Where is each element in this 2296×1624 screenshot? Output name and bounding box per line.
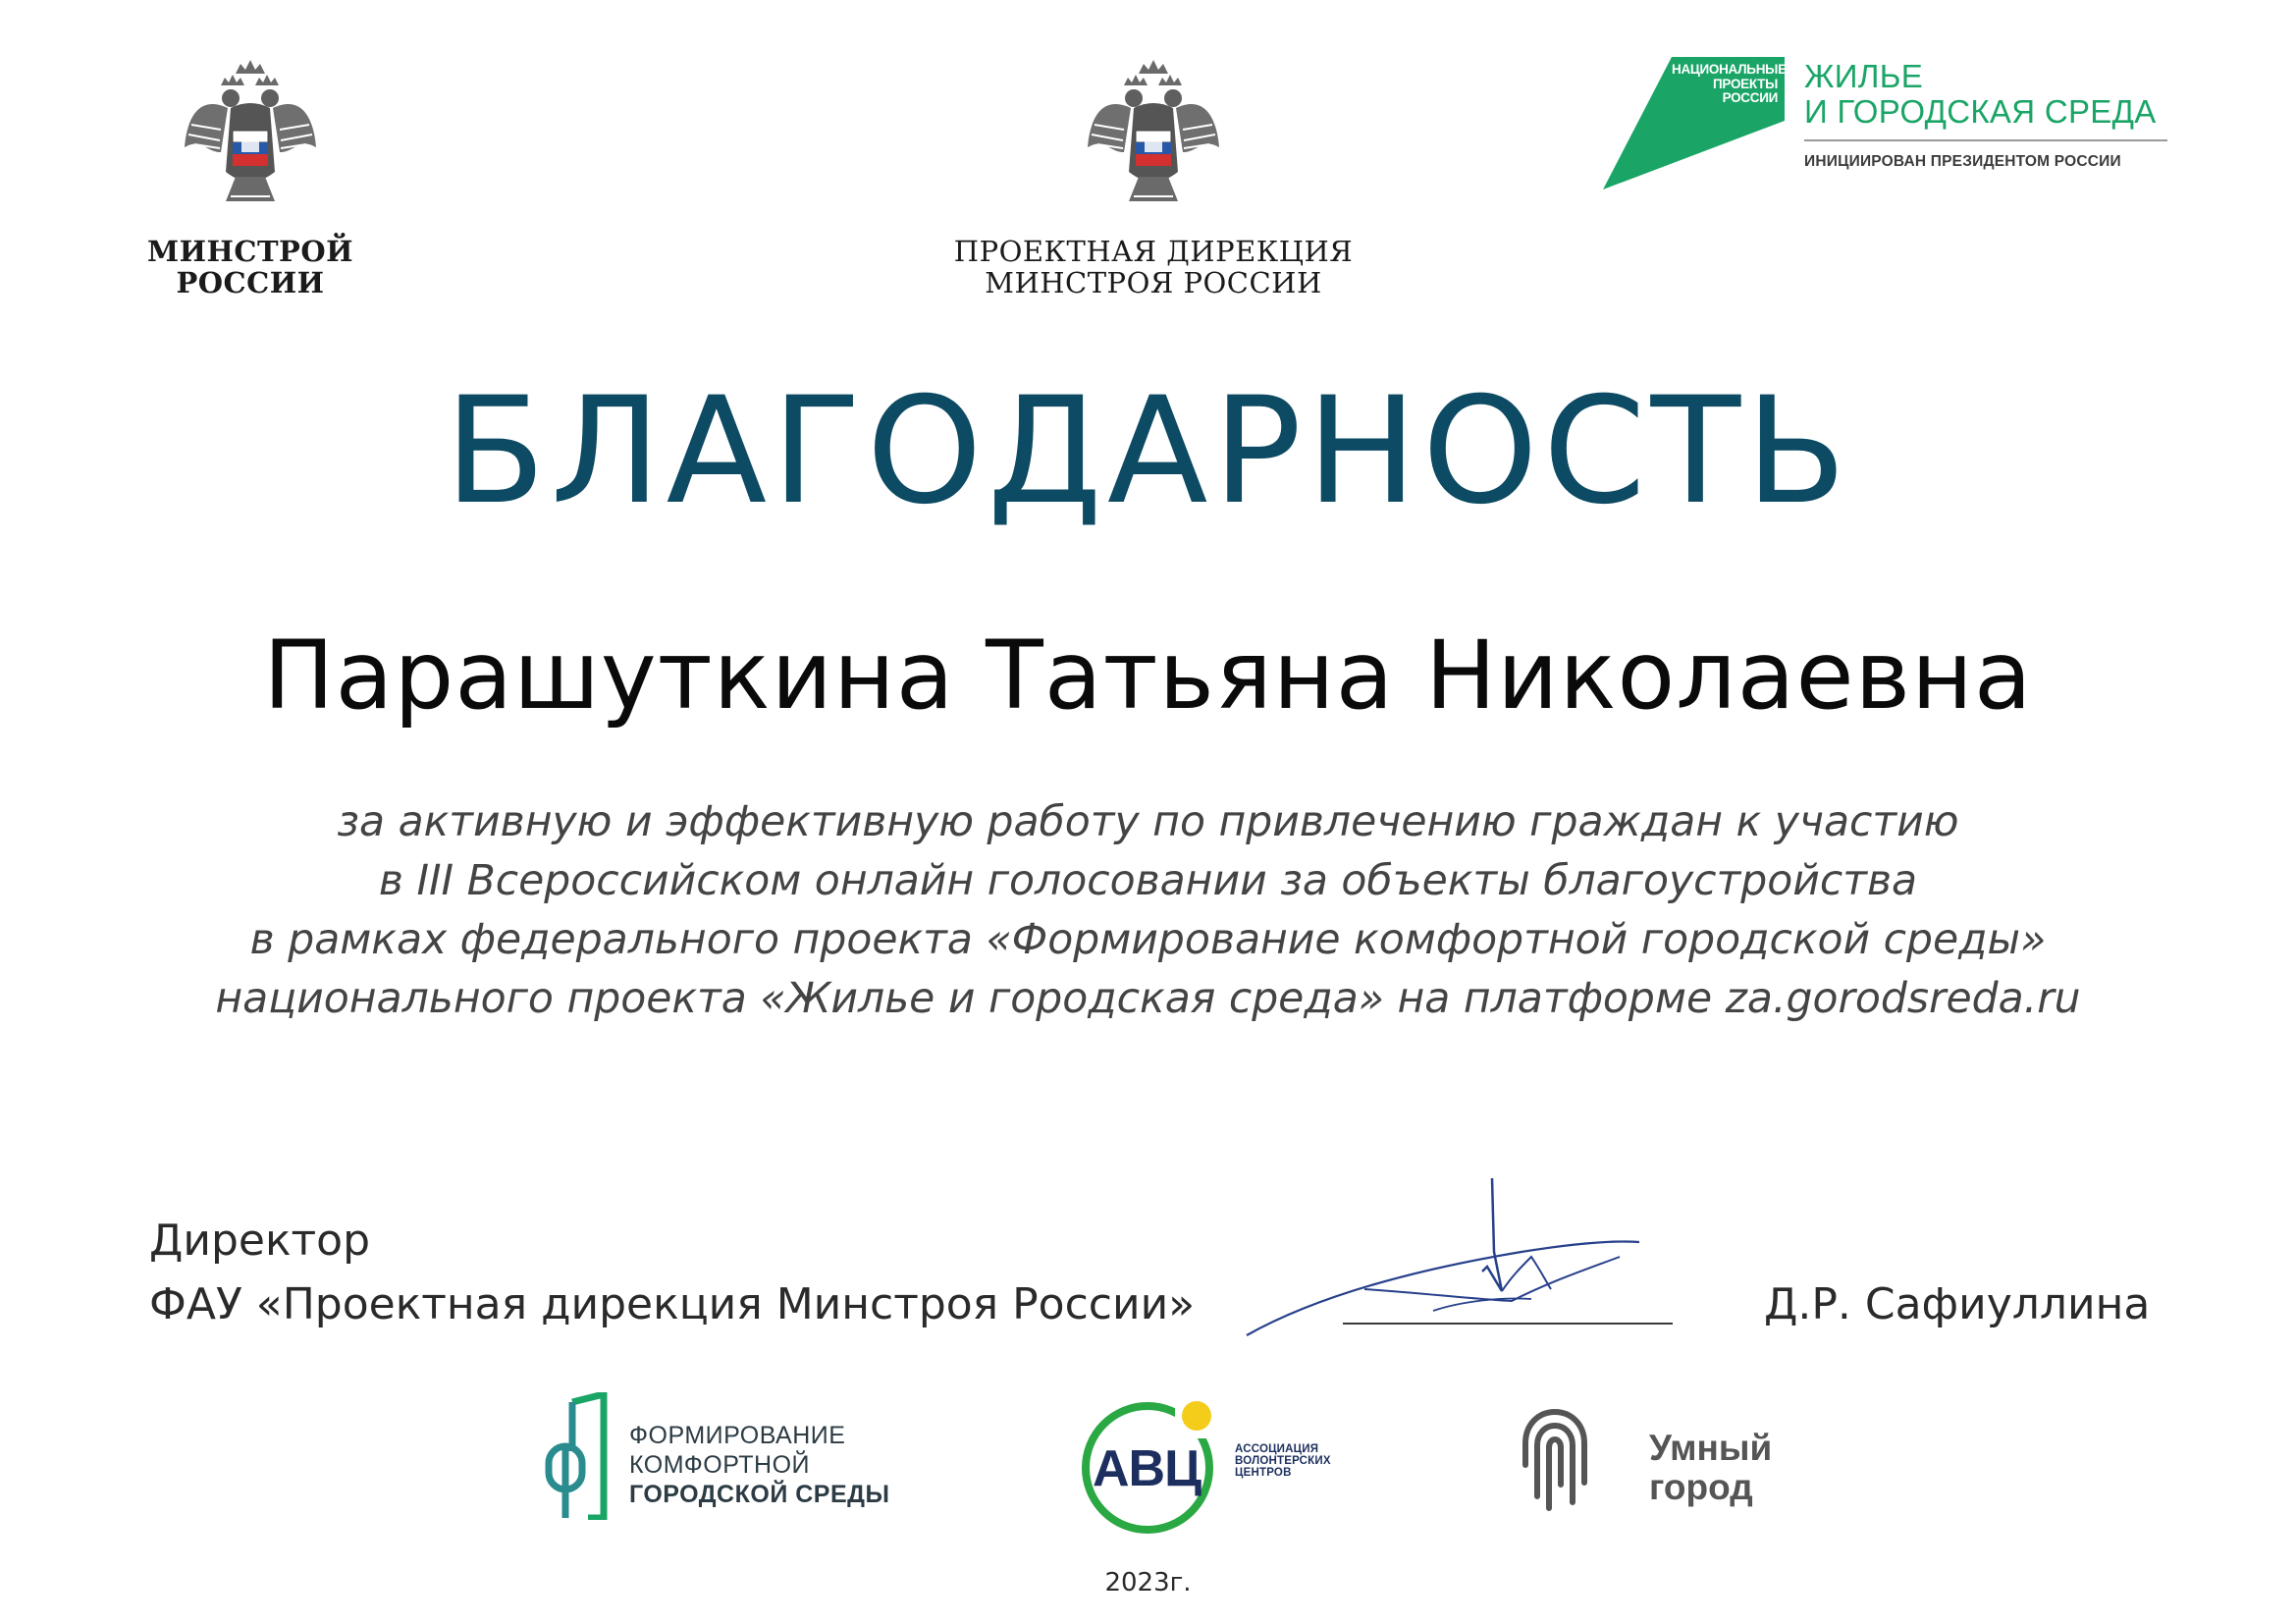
np-divider bbox=[1804, 139, 2167, 141]
smart-city-text bbox=[1649, 1429, 1772, 1507]
signer-name: Д.Р. Сафиуллина bbox=[1764, 1279, 2151, 1329]
minstroy-caption bbox=[128, 236, 373, 299]
fks-line1: ФОРМИРОВАНИЕ bbox=[629, 1422, 846, 1449]
badge-line1: НАЦИОНАЛЬНЫЕ bbox=[1672, 62, 1787, 77]
badge-line2: ПРОЕКТЫ bbox=[1713, 76, 1778, 91]
avc-abbr: АВЦ bbox=[1093, 1440, 1201, 1497]
national-projects-badge-text bbox=[1672, 62, 1787, 106]
document-title: БЛАГОДАРНОСТЬ bbox=[444, 366, 1852, 537]
fks-line2: КОМФОРТНОЙ bbox=[629, 1451, 811, 1479]
reason-line-1: за активную и эффективную работу по привлечению граждан к участию bbox=[337, 798, 1959, 846]
direction-caption bbox=[883, 236, 1423, 299]
direction-emblem-icon bbox=[1080, 54, 1227, 211]
avc-full-name bbox=[1235, 1443, 1331, 1479]
fks-line3-bold: ГОРОДСКОЙ СРЕДЫ bbox=[629, 1481, 890, 1508]
reason-line-2: в III Всероссийском онлайн голосовании за объекты благоустройства bbox=[378, 857, 1918, 905]
reason-text bbox=[0, 793, 2296, 1029]
fingerprint-icon bbox=[1520, 1406, 1590, 1514]
signer-position-line2: ФАУ «Проектная дирекция Минстроя России» bbox=[149, 1279, 1196, 1329]
national-project-title bbox=[1804, 59, 2177, 131]
minstroy-line2: РОССИИ bbox=[176, 266, 325, 300]
reason-line-4: национального проекта «Жилье и городская среда» на платформе za.gorodsreda.ru bbox=[215, 975, 2081, 1023]
document-year: 2023г. bbox=[1104, 1568, 1192, 1597]
minstroy-line1: МИНСТРОЙ bbox=[146, 235, 354, 268]
fks-line3 bbox=[629, 1480, 889, 1509]
minstroy-emblem-icon bbox=[177, 54, 324, 211]
avc-line3: ЦЕНТРОВ bbox=[1235, 1467, 1292, 1480]
avc-line1: АССОЦИАЦИЯ bbox=[1235, 1443, 1319, 1455]
recipient-name: Парашуткина Татьяна Николаевна bbox=[263, 621, 2033, 731]
national-project-logo bbox=[1603, 57, 2172, 189]
smart-city-line2: город bbox=[1649, 1466, 1753, 1507]
reason-line-3: в рамках федерального проекта «Формирование комфортной городской среды» bbox=[249, 916, 2047, 964]
np-title-line2: И ГОРОДСКАЯ СРЕДА bbox=[1804, 93, 2157, 131]
fks-building-icon bbox=[543, 1392, 614, 1520]
direction-line2: МИНСТРОЯ РОССИИ bbox=[985, 266, 1322, 300]
badge-line3: РОССИИ bbox=[1722, 90, 1778, 106]
smart-city-line1: Умный bbox=[1649, 1428, 1773, 1468]
np-subtitle: ИНИЦИИРОВАН ПРЕЗИДЕНТОМ РОССИИ bbox=[1804, 153, 2121, 170]
signer-position-line1: Директор bbox=[149, 1216, 371, 1266]
np-title-line1: ЖИЛЬЕ bbox=[1804, 58, 1924, 94]
fks-logo-text bbox=[629, 1421, 889, 1509]
handwritten-signature-icon bbox=[1207, 1173, 1679, 1340]
direction-line1: ПРОЕКТНАЯ ДИРЕКЦИЯ bbox=[953, 235, 1354, 268]
avc-line2: ВОЛОНТЕРСКИХ bbox=[1235, 1455, 1331, 1468]
